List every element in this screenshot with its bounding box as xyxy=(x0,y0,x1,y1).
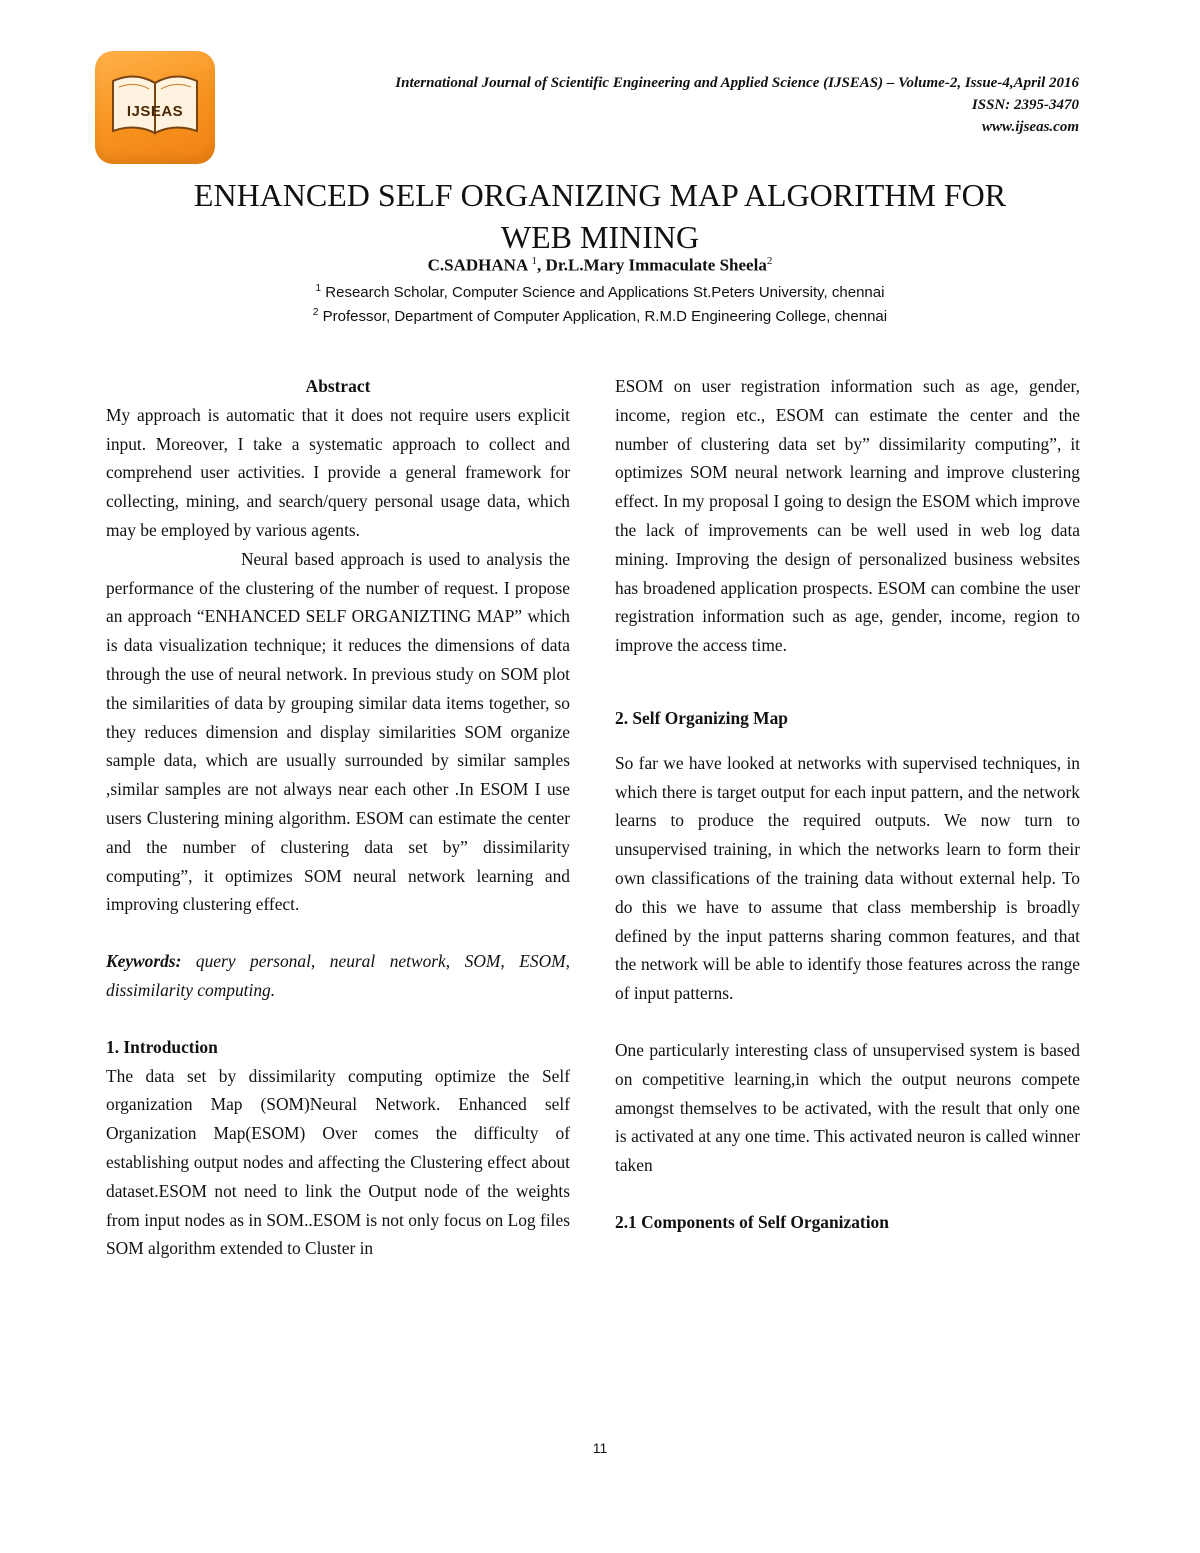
journal-header xyxy=(395,72,1079,138)
abstract-paragraph-2: Neural based approach is used to analysis the performance of the clustering of the number of request. I propose an approach “ENHANCED SELF ORGANIZTING MAP” which is data visualization technique; it reduces the dimensions of data through the use of neural network. In previous study on SOM plot the similarities of data by grouping similar data items together, so they reduces dimension and display similarities SOM organize sample data, which are usually surrounded by similar samples ,similar samples are not always near each other .In ESOM I use users Clustering mining algorithm. ESOM can estimate the center and the number of clustering data set by” dissimilarity computing”, it optimizes SOM neural network learning and improving clustering effect. xyxy=(106,548,570,915)
journal-name: International Journal of Scientific Engineering and Applied Science (IJSEAS) – Volume-2, Issue-4,April 2016 xyxy=(395,75,1079,91)
section-2-paragraph-2: One particularly interesting class of unsupervised system is based on competitive learning,in which the output neurons compete amongst themselves to be activated, with the result that only one is activated at any one time. This activated neuron is called winner taken xyxy=(615,1039,1080,1176)
authors xyxy=(0,255,1200,276)
keywords-label: Keywords: xyxy=(106,951,182,972)
affiliation-2-sup: 2 xyxy=(312,307,319,318)
affiliation-1 xyxy=(0,283,1200,301)
author-2: , Dr.L.Mary Immaculate Sheela xyxy=(537,255,767,275)
affiliation-2 xyxy=(0,307,1200,325)
left-column xyxy=(106,372,570,1263)
page-number: 11 xyxy=(592,1440,608,1456)
abstract-paragraph-1: My approach is automatic that it does not require users explicit input. Moreover, I take a systematic approach to collect and comprehend user activities. I provide a general framework for collecting, mining, and search/query personal usage data, which may be employed by various agents. xyxy=(106,404,570,540)
keywords xyxy=(106,947,570,1005)
keywords-text: query personal, neural network, SOM, ESOM, dissimilarity computing. xyxy=(106,951,570,1000)
journal-website: www.ijseas.com xyxy=(982,119,1079,135)
title-line-1: ENHANCED SELF ORGANIZING MAP ALGORITHM FOR xyxy=(193,177,1007,213)
affiliation-1-text: Research Scholar, Computer Science and Applications St.Peters University, chennai xyxy=(325,284,885,301)
introduction-heading: 1. Introduction xyxy=(106,1036,218,1057)
introduction-body: The data set by dissimilarity computing optimize the Self organization Map (SOM)Neural Network. Enhanced self Organization Map(ESOM) Over comes the difficulty of establishing output nodes and affecting the Clustering effect about dataset.ESOM not need to link the Output node of the weights from input nodes as in SOM..ESOM is not only focus on Log files SOM algorithm extended to Cluster in xyxy=(106,1065,570,1259)
issn: ISSN: 2395-3470 xyxy=(971,97,1079,113)
journal-logo xyxy=(95,51,215,164)
section-2-paragraph-1: So far we have looked at networks with supervised techniques, in which there is target output for each input pattern, and the network learns to produce the required outputs. We now turn to unsupervised training, in which the networks learn to form their own classifications of the training data without external help. To do this we have to assume that class membership is broadly defined by the input patterns sharing common features, and that the network will be able to identify those features across the range of input patterns. xyxy=(615,752,1080,1004)
affiliation-2-text: Professor, Department of Computer Application, R.M.D Engineering College, chennai xyxy=(322,308,888,325)
author-1-sup: 1 xyxy=(531,255,538,267)
section-2-heading: 2. Self Organizing Map xyxy=(615,707,788,728)
right-column xyxy=(615,372,1080,1237)
author-1: C.SADHANA xyxy=(427,255,528,275)
affiliation-1-sup: 1 xyxy=(315,283,322,294)
section-2-1-heading: 2.1 Components of Self Organization xyxy=(615,1211,889,1232)
esom-continuation: ESOM on user registration information such as age, gender, income, region etc., ESOM can estimate the center and the number of clustering data set by” dissimilarity computing”, it optimizes SOM neural network learning and improve clustering effect. In my proposal I going to design the ESOM which improve the lack of improvements can be well used in web log data mining. Improving the design of personalized business websites has broadened application prospects. ESOM can combine the user registration information such as age, gender, income, region to improve the access time. xyxy=(615,376,1080,656)
title-line-2: WEB MINING xyxy=(500,219,700,255)
author-2-sup: 2 xyxy=(766,255,773,267)
abstract-heading: Abstract xyxy=(305,376,371,396)
logo-text: IJSEAS xyxy=(126,103,184,120)
paper-title xyxy=(0,174,1200,258)
